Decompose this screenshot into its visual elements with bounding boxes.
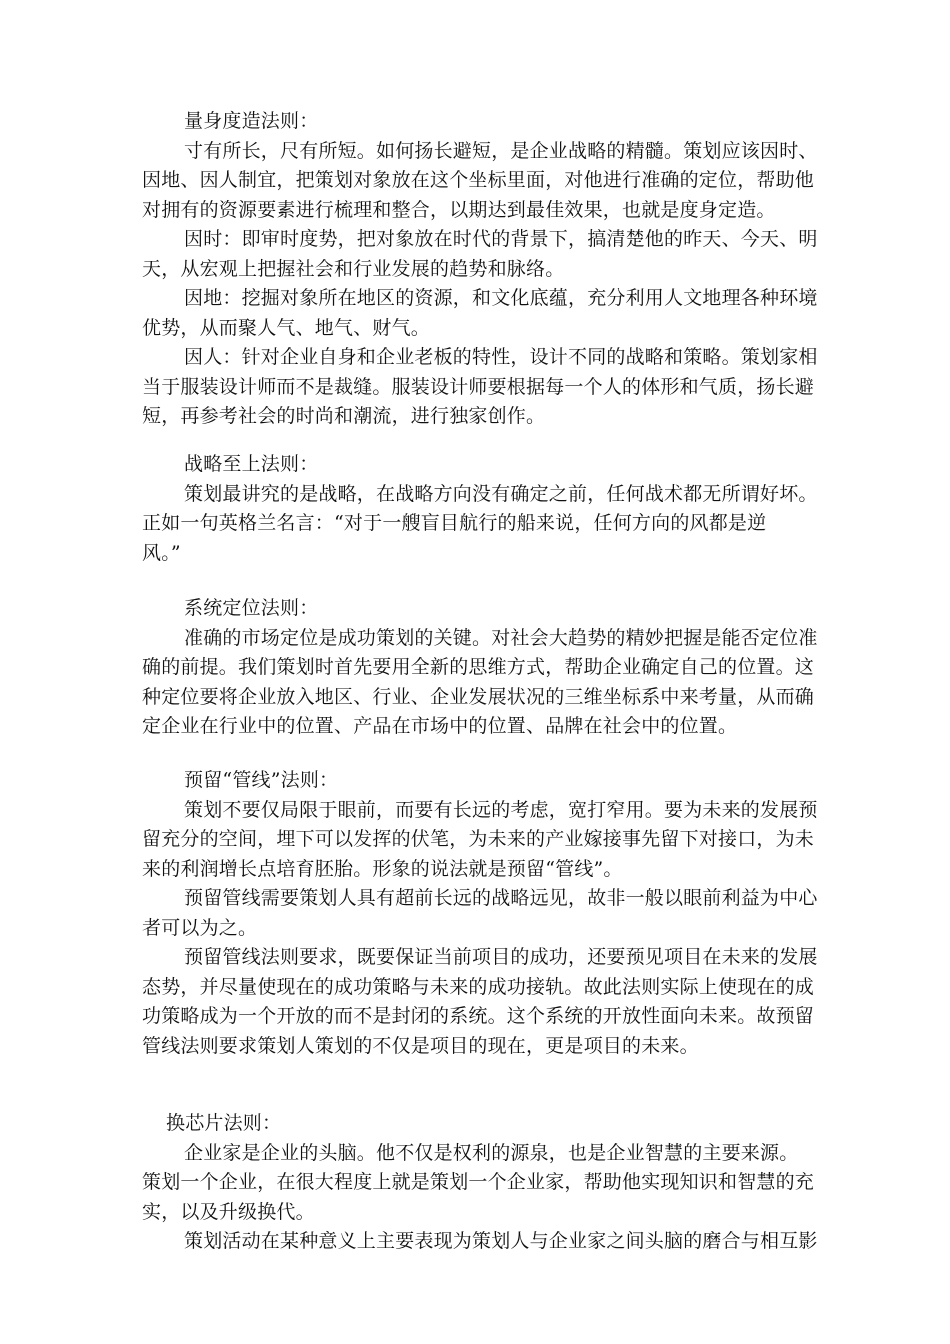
paragraph-line: 策划活动在某种意义上主要表现为策划人与企业家之间头脑的磨合与相互影 <box>184 1230 818 1252</box>
section-system-positioning <box>142 594 822 742</box>
paragraph-line: 天，从宏观上把握社会和行业发展的趋势和脉络。 <box>142 257 565 280</box>
paragraph-line: 管线法则要求策划人策划的不仅是项目的现在，更是项目的未来。 <box>142 1034 699 1057</box>
paragraph-line: 预留管线需要策划人具有超前长远的战略远见，故非一般以眼前利益为中心 <box>184 887 818 909</box>
paragraph-line: 短，再参考社会的时尚和潮流，进行独家创作。 <box>142 405 546 427</box>
paragraph-line: 功策略成为一个开放的而不是封闭的系统。这个系统的开放性面向未来。故预留 <box>142 1005 815 1027</box>
paragraph-line: 因人：针对企业自身和企业老板的特性，设计不同的战略和策略。策划家相 <box>184 346 818 368</box>
paragraph-line: 预留管线法则要求，既要保证当前项目的成功，还要预见项目在未来的发展 <box>184 946 818 968</box>
paragraph-line: 因地：挖掘对象所在地区的资源，和文化底蕴，充分利用人文地理各种环境 <box>184 287 818 309</box>
section-replace-chip <box>142 1109 822 1257</box>
paragraph-line: 因时：即审时度势，把对象放在时代的背景下，搞清楚他的昨天、今天、明 <box>184 228 818 250</box>
paragraph-line: 种定位要将企业放入地区、行业、企业发展状况的三维坐标系中来考量，从而确 <box>142 685 815 708</box>
paragraph-line: 态势，并尽量使现在的成功策略与未来的成功接轨。故此法则实际上使现在的成 <box>142 975 815 998</box>
paragraph-line: 因地、因人制宜，把策划对象放在这个坐标里面，对他进行准确的定位，帮助他 <box>142 169 815 191</box>
section-heading: 预留“管线”法则： <box>184 769 339 791</box>
paragraph-line: 当于服装设计师而不是裁缝。服装设计师要根据每一个人的体形和气质，扬长避 <box>142 375 815 398</box>
section-strategy-first <box>142 450 822 568</box>
paragraph-line: 者可以为之。 <box>142 916 258 939</box>
paragraph-line: 准确的市场定位是成功策划的关键。对社会大趋势的精妙把握是能否定位准 <box>184 626 818 649</box>
section-reserve-pipeline <box>142 766 822 1061</box>
section-heading: 量身度造法则： <box>184 110 319 132</box>
section-tailor-made <box>142 107 822 432</box>
paragraph-line: 企业家是企业的头脑。他不仅是权利的源泉，也是企业智慧的主要来源。 <box>184 1141 799 1164</box>
paragraph-line: 正如一句英格兰名言：“对于一艘盲目航行的船来说，任何方向的风都是逆 <box>142 512 767 534</box>
section-heading: 换芯片法则： <box>166 1112 282 1134</box>
paragraph-line: 策划最讲究的是战略，在战略方向没有确定之前，任何战术都无所谓好坏。 <box>184 482 818 505</box>
paragraph-line: 确的前提。我们策划时首先要用全新的思维方式，帮助企业确定自己的位置。这 <box>142 656 815 678</box>
paragraph-line: 对拥有的资源要素进行梳理和整合，以期达到最佳效果，也就是度身定造。 <box>142 198 776 221</box>
section-heading: 系统定位法则： <box>184 597 319 619</box>
section-heading: 战略至上法则： <box>184 453 319 475</box>
paragraph-line: 策划不要仅局限于眼前，而要有长远的考虑，宽打窄用。要为未来的发展预 <box>184 798 818 821</box>
paragraph-line: 来的利润增长点培育胚胎。形象的说法就是预留“管线”。 <box>142 857 623 880</box>
paragraph-line: 实，以及升级换代。 <box>142 1200 315 1223</box>
paragraph-line: 定企业在行业中的位置、产品在市场中的位置、品牌在社会中的位置。 <box>142 715 738 737</box>
paragraph-line: 风。” <box>142 541 181 564</box>
paragraph-line: 优势，从而聚人气、地气、财气。 <box>142 316 431 339</box>
paragraph-line: 留充分的空间，埋下可以发挥的伏笔，为未来的产业嫁接事先留下对接口，为未 <box>142 828 815 850</box>
paragraph-line: 寸有所长，尺有所短。如何扬长避短，是企业战略的精髓。策划应该因时、 <box>184 139 818 162</box>
paragraph-line: 策划一个企业，在很大程度上就是策划一个企业家，帮助他实现知识和智慧的充 <box>142 1171 815 1193</box>
